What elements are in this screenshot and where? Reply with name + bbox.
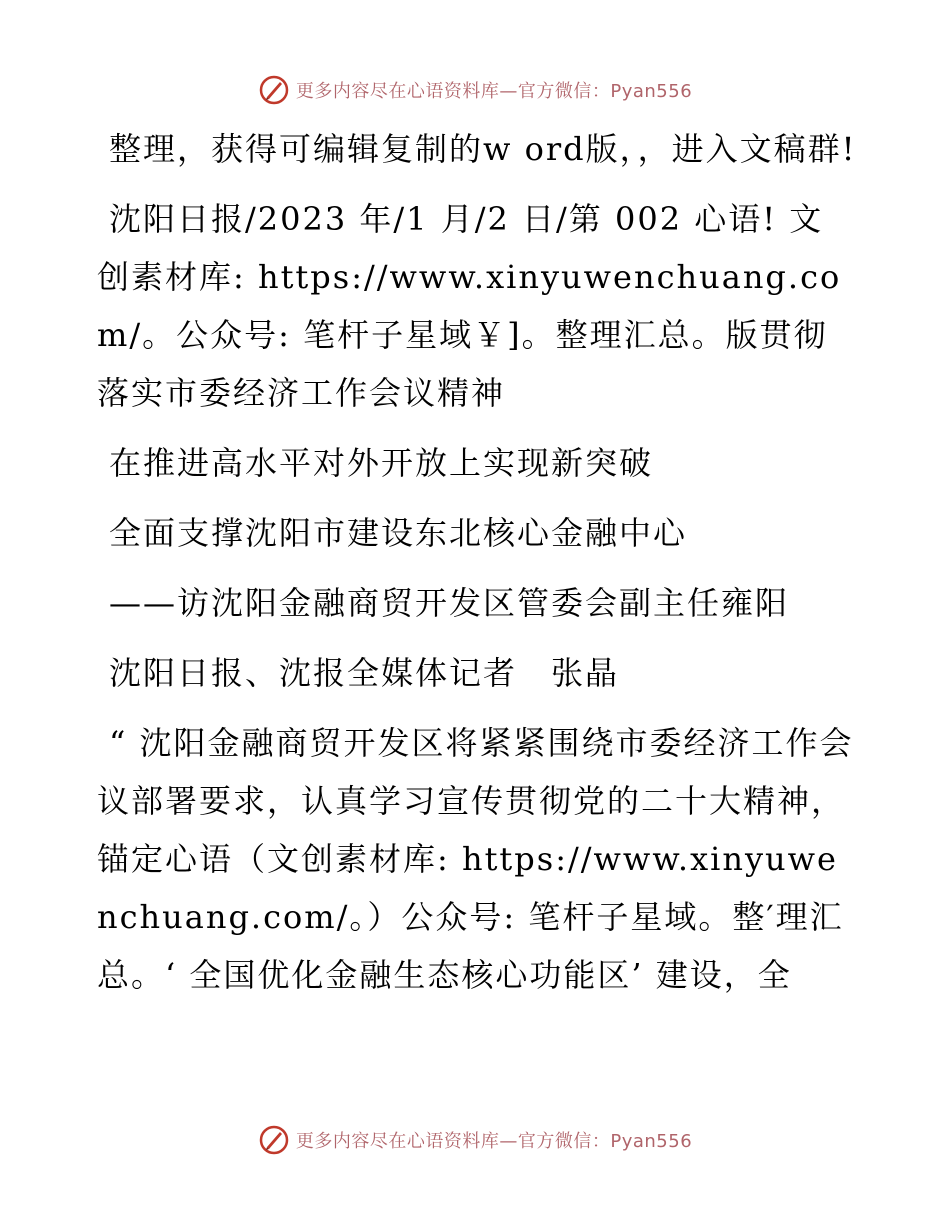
headline-1: 在推进高水平对外开放上实现新突破 [109, 444, 654, 482]
byline: 沈阳日报、沈报全媒体记者 张晶 [109, 654, 620, 692]
paragraph-source: 沈阳日报/2023 年/1 月/2 日/第 002 心语! 文创素材库: https://www.xinyuwenchuang.com/。公众号: 笔杆子星域￥]。整理汇总。版贯彻落实市委经济工作会议精神 [97, 200, 842, 412]
subheadline: ——访沈阳金融商贸开发区管委会副主任雍阳 [109, 584, 790, 622]
document-body [97, 120, 857, 1016]
header-banner [0, 72, 950, 108]
header-banner-text: 更多内容尽在心语资料库—官方微信：Pyan556 [295, 81, 693, 102]
paragraph-body: “ 沈阳金融商贸开发区将紧紧围绕市委经济工作会议部署要求，认真学习宣传贯彻党的二十大精神，锚定心语（文创素材库: https://www.xinyuwenchuang.com/。）公众号: 笔杆子星域。整′理汇总。‘ 全国优化金融生态核心功能区’ 建设，全 [97, 724, 854, 994]
quill-logo-icon [258, 1124, 290, 1156]
footer-banner-text: 更多内容尽在心语资料库—官方微信：Pyan556 [295, 1131, 693, 1152]
paragraph-intro: 整理，获得可编辑复制的w ord版，，进入文稿群! [109, 130, 857, 168]
quill-logo-icon [258, 74, 290, 106]
footer-banner [0, 1122, 950, 1158]
headline-2: 全面支撑沈阳市建设东北核心金融中心 [109, 514, 688, 552]
